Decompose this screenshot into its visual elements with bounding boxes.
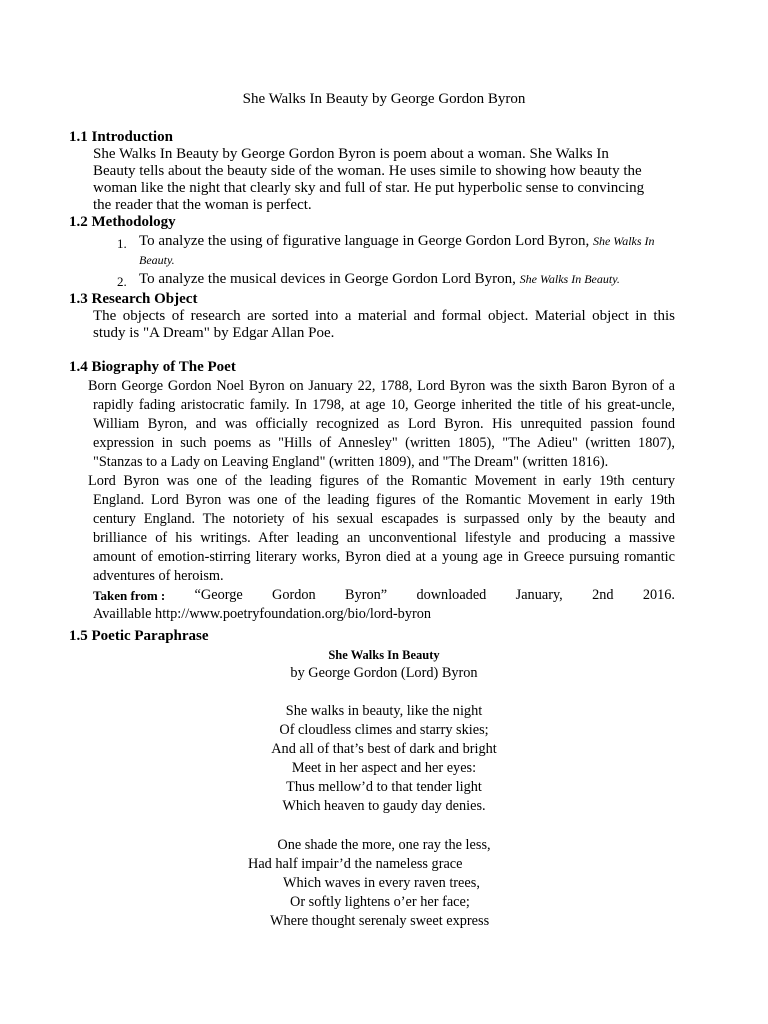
source-word: 2nd: [592, 587, 614, 603]
research-object-paragraph: [93, 308, 675, 342]
poem-line: Which waves in every raven trees,: [283, 875, 480, 891]
poem-line: Where thought serenaly sweet express: [270, 913, 490, 929]
source-word: downloaded: [416, 587, 487, 603]
methodology-item-2: [139, 271, 679, 288]
poem-title-italic: Beauty.: [139, 253, 175, 267]
text-line: The objects of research are sorted into a material and formal object. Material object in this: [93, 308, 675, 324]
poem-line: Thus mellow’d to that tender light: [286, 779, 482, 795]
text-line: William Byron, and was officially recognized as Lord Byron. His unrequited passion found: [93, 416, 675, 432]
text-line: the reader that the woman is perfect.: [93, 197, 312, 213]
poem-line: Or softly lightens o’er her face;: [290, 894, 470, 910]
heading-introduction: 1.1 Introduction: [69, 129, 173, 145]
heading-biography: 1.4 Biography of The Poet: [69, 359, 236, 375]
source-label: Taken from :: [93, 588, 166, 603]
text-line: woman like the night that clearly sky and full of star. He put hyperbolic sense to convincing: [93, 180, 645, 196]
text-line: Lord Byron was one of the leading figures of the Romantic Movement in early 19th century: [88, 473, 675, 489]
poem-line: Of cloudless climes and starry skies;: [279, 722, 489, 738]
list-number: 2.: [117, 274, 127, 289]
text-line: study is "A Dream" by Edgar Allan Poe.: [93, 325, 335, 341]
introduction-paragraph: [93, 146, 675, 214]
heading-methodology: 1.2 Methodology: [69, 214, 176, 230]
text-line: amount of emotion-stirring literary works, Byron died at a young age in Greece pursuing romantic: [93, 549, 675, 565]
biography-paragraph-1: [88, 377, 675, 472]
list-number: 1.: [117, 236, 127, 251]
text-line: She Walks In Beauty by George Gordon Byron is poem about a woman. She Walks In: [93, 146, 609, 162]
poem-line: Which heaven to gaudy day denies.: [282, 798, 486, 814]
list-item-text: To analyze the using of figurative language in George Gordon Lord Byron,: [139, 233, 593, 249]
text-line: brilliance of his writings. After leading an unconventional lifestyle and producing a massive: [93, 530, 675, 546]
text-line: England. Lord Byron was one of the leading figures of the Romantic Movement in early 19th: [93, 492, 675, 508]
biography-paragraph-2: [88, 472, 675, 586]
methodology-item-1: [139, 233, 679, 250]
poem-line: She walks in beauty, like the night: [285, 703, 483, 719]
poem-line: Meet in her aspect and her eyes:: [291, 760, 477, 776]
source-citation: [93, 586, 675, 624]
text-line: Born George Gordon Noel Byron on January 22, 1788, Lord Byron was the sixth Baron Byron of a: [88, 378, 675, 394]
heading-research-object: 1.3 Research Object: [69, 291, 198, 307]
source-url-line: Availlable http://www.poetryfoundation.org/bio/lord-byron: [93, 606, 432, 622]
source-word: Gordon: [272, 587, 316, 603]
text-line: adventures of heroism.: [93, 568, 224, 584]
poem-stanza-1: [0, 702, 768, 816]
text-line: expression in such poems as "Hills of Annesley" (written 1805), "The Adieu" (written 1807),: [93, 435, 675, 451]
list-item-text: To analyze the musical devices in George Gordon Lord Byron,: [139, 271, 520, 287]
poem-author: by George Gordon (Lord) Byron: [290, 665, 478, 681]
poem-line: Had half impair’d the nameless grace: [248, 856, 463, 872]
heading-poetic-paraphrase: 1.5 Poetic Paraphrase: [69, 628, 209, 644]
poem-title-italic: She Walks In: [592, 234, 655, 248]
source-word: “George: [194, 587, 243, 603]
source-word: Byron”: [345, 587, 388, 603]
document-title: She Walks In Beauty by George Gordon Byron: [242, 91, 526, 107]
text-line: Beauty tells about the beauty side of the woman. He uses simile to showing how beauty the: [93, 163, 642, 179]
poem-title: She Walks In Beauty: [328, 648, 440, 662]
text-line: "Stanzas to a Lady on Leaving England" (written 1809), and "The Dream" (written 1816).: [93, 454, 609, 470]
text-line: rapidly fading aristocratic family. In 1798, at age 10, George inherited the title of his great-uncle,: [93, 397, 675, 413]
source-word: January,: [515, 587, 563, 603]
text-line: century England. The notoriety of his sexual escapades is surpassed only by the beauty and: [93, 511, 675, 527]
source-line-1: [93, 586, 675, 605]
poem-title-italic: She Walks In Beauty.: [519, 272, 620, 286]
poem-line: And all of that’s best of dark and bright: [271, 741, 497, 757]
source-word: 2016.: [642, 587, 675, 603]
poem-line: One shade the more, one ray the less,: [277, 837, 491, 853]
